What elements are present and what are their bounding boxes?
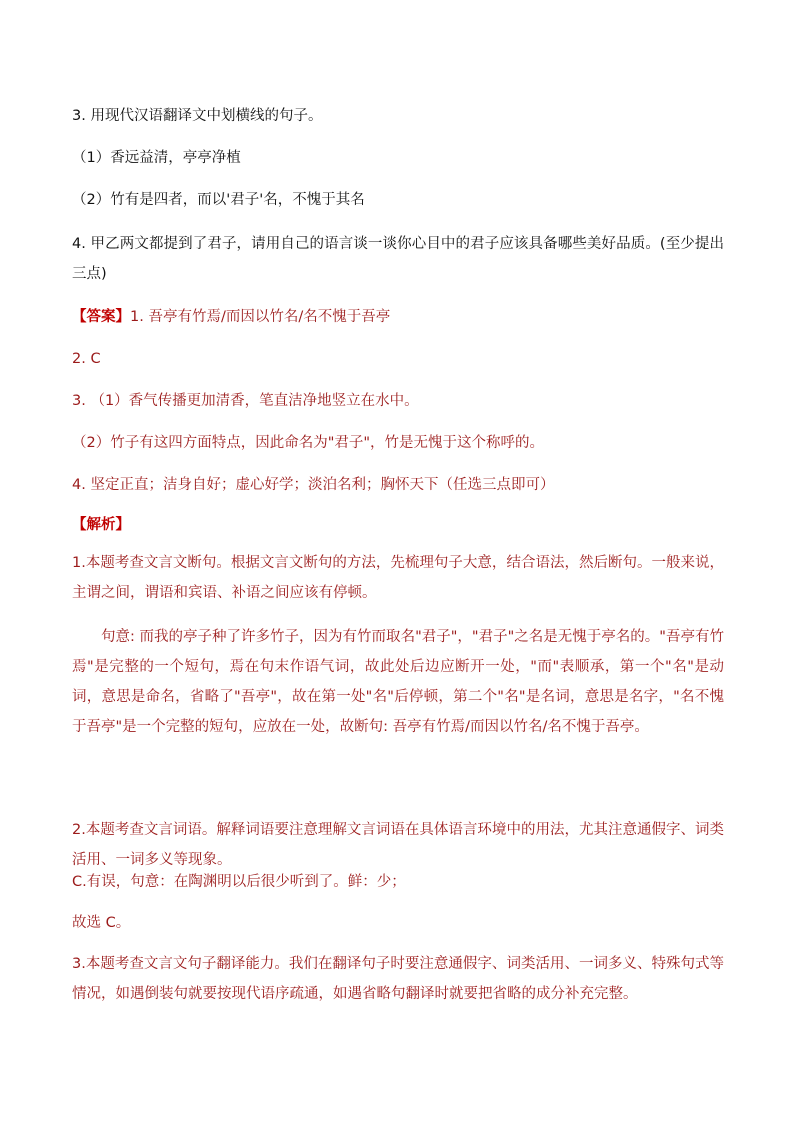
analysis-paragraph-5: 故选 C。 — [72, 915, 131, 931]
question-3-title: 3. 用现代汉语翻译文中划横线的句子。 — [72, 108, 323, 124]
answer-2: 2. C — [72, 351, 101, 367]
question-3-item-1: （1）香远益清，亭亭净植 — [72, 150, 241, 166]
analysis-paragraph-1: 1.本题考查文言文断句。根据文言文断句的方法，先梳理句子大意，结合语法，然后断句。一般来说，主谓之间，谓语和宾语、补语之间应该有停顿。 — [72, 555, 724, 601]
answer-4: 4. 坚定正直；洁身自好；虚心好学；淡泊名利；胸怀天下（任选三点即可） — [72, 477, 555, 493]
question-3-item-2: （2）竹有是四者，而以'君子'名，不愧于其名 — [72, 192, 365, 208]
analysis-paragraph-6: 3.本题考查文言文句子翻译能力。我们在翻译句子时要注意通假字、词类活用、一词多义、特殊句式等情况，如遇倒装句就要按现代语序疏通，如遇省略句翻译时就要把省略的成分补充完整。 — [72, 956, 724, 1002]
analysis-paragraph-4: C.有误，句意：在陶渊明以后很少听到了。鲜：少； — [72, 874, 406, 890]
answer-1: 1. 吾亭有竹焉/而因以竹名/名不愧于吾亭 — [130, 309, 391, 325]
answer-3-item-2: （2）竹子有这四方面特点，因此命名为"君子"，竹是无愧于这个称呼的。 — [72, 435, 545, 451]
analysis-paragraph-3: 2.本题考查文言词语。解释词语要注意理解文言词语在具体语言环境中的用法，尤其注意通假字、词类活用、一词多义等现象。 — [72, 822, 724, 868]
analysis-paragraph-2: 句意: 而我的亭子种了许多竹子，因为有竹而取名"君子"，"君子"之名是无愧于亭名的。"吾亭有竹焉"是完整的一个短句，焉在句末作语气词，故此处后边应断开一处，"而"表顺承，第一个"名"是动词，意思是命名，省略了"吾亭"，故在第一处"名"后停顿，第二个"名"是名词，意思是名字，"名不愧于吾亭"是一个完整的短句，应放在一处，故断句: 吾亭有竹焉/而因以竹名/名不愧于吾亭。 — [72, 629, 724, 735]
analysis-tag: 【解析】 — [72, 517, 130, 533]
question-4: 4. 甲乙两文都提到了君子，请用自己的语言谈一谈你心目中的君子应该具备哪些美好品质。(至少提出三点) — [72, 236, 724, 282]
answer-tag: 【答案】 — [72, 309, 130, 325]
answer-line-1 — [72, 307, 390, 327]
answer-3-item-1: 3. （1）香气传播更加清香，笔直洁净地竖立在水中。 — [72, 393, 419, 409]
